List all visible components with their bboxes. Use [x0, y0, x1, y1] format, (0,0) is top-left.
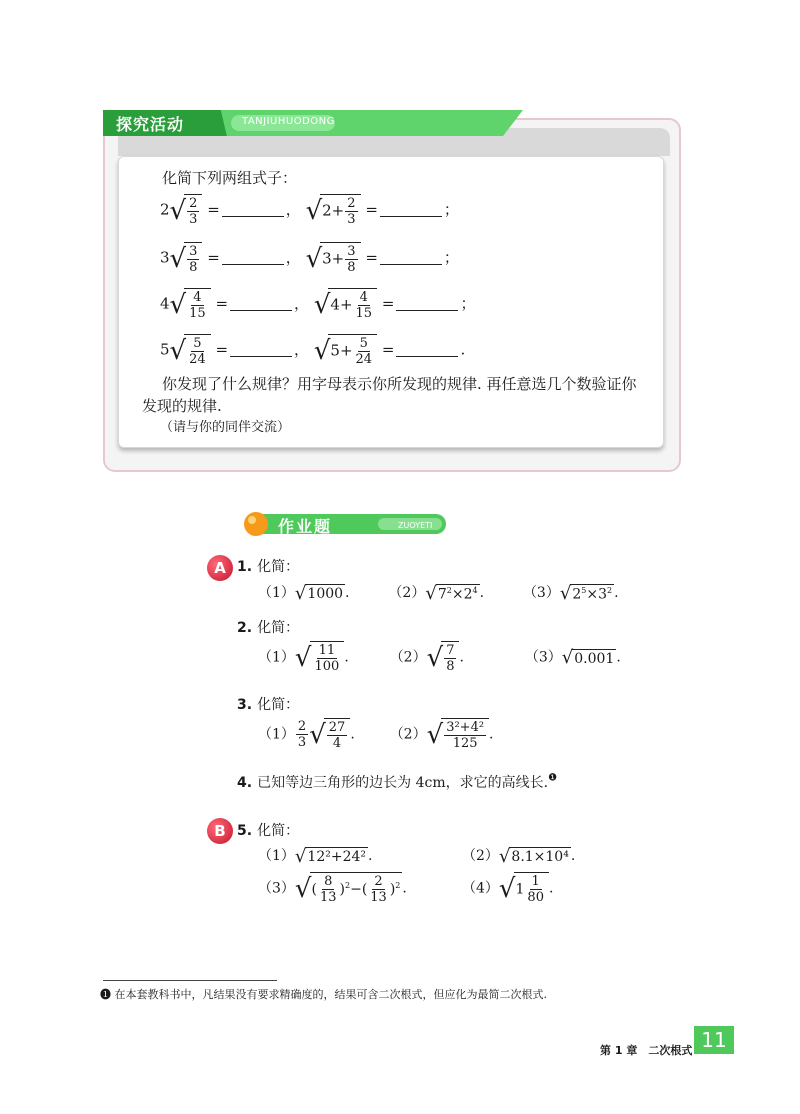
question-1-heading — [237, 556, 299, 576]
question-5-item-2 — [462, 845, 575, 867]
row-end: ； — [460, 294, 476, 313]
explore-note: （请与你的同伴交流） — [160, 420, 291, 435]
question-3-items — [258, 718, 494, 751]
part-label: （3） — [524, 649, 562, 666]
part-label: （4） — [462, 880, 499, 897]
eq: = — [365, 200, 378, 219]
question-number: 4. — [237, 775, 253, 791]
frac-num: 5 — [193, 336, 202, 351]
frac-num: 3 — [189, 244, 198, 259]
frac-num: 2 — [189, 196, 198, 211]
period: . — [345, 585, 350, 601]
base: 2 — [463, 586, 473, 603]
operator: − — [350, 881, 362, 898]
frac-den: 125 — [452, 736, 478, 751]
footnote-rule — [103, 980, 277, 981]
coef: 3 — [160, 248, 170, 267]
question-number: 1. — [237, 559, 253, 575]
explore-title: 探究活动 — [116, 115, 185, 134]
sqrt-icon: √ — [561, 647, 574, 668]
row-end: ； — [443, 248, 459, 267]
sqrt-icon: √ — [294, 845, 307, 867]
question-text: 化简： — [257, 620, 300, 636]
coef: 2 — [160, 200, 170, 219]
explore-intro: 化简下列两组式子： — [162, 169, 298, 187]
question-5-item-1 — [258, 845, 372, 867]
eq: = — [365, 248, 378, 267]
frac-num: 1 — [531, 874, 540, 889]
explore-subtitle: TANJIUHUODONG — [242, 116, 335, 127]
frac-num: 5 — [359, 336, 368, 351]
exponent: 5 — [581, 585, 587, 595]
frac-den: 24 — [355, 352, 373, 367]
sqrt-icon: √ — [305, 243, 323, 274]
part-label: （2） — [388, 585, 426, 601]
explore-question-1: 你发现了什么规律？用字母表示你所发现的规律. 再任意选几个数验证你 — [162, 375, 637, 393]
page-number: 11 — [694, 1026, 734, 1054]
question-text: 化简： — [257, 823, 300, 839]
sqrt-icon: √ — [313, 289, 331, 320]
footnote: ❶ 在本套教科书中，凡结果没有要求精确度的，结果可含二次根式，但应化为最简二次根式. — [100, 988, 547, 1001]
eq: = — [381, 340, 395, 359]
comma: ， — [294, 340, 310, 359]
eq: = — [207, 200, 220, 219]
coef: 4 — [160, 294, 170, 313]
explore-row-2 — [160, 242, 459, 275]
chapter-label: 第 1 章 二次根式 — [600, 1044, 693, 1057]
radicand: 8.1×10⁴ — [511, 849, 569, 865]
answer-blank[interactable] — [396, 296, 458, 311]
sqrt-icon: √ — [169, 335, 187, 366]
sqrt-icon: √ — [426, 642, 444, 673]
sqrt-icon: √ — [559, 582, 572, 604]
explore-row-3 — [160, 288, 475, 321]
row-end: . — [460, 340, 466, 359]
period: . — [489, 726, 494, 743]
frac-num: 4 — [193, 290, 202, 305]
frac-num: 11 — [318, 643, 336, 658]
row-end: ； — [443, 200, 459, 219]
question-text: 化简： — [257, 559, 300, 575]
frac-den: 13 — [319, 890, 337, 905]
period: . — [368, 848, 373, 864]
part-label: （1） — [258, 649, 295, 666]
frac-den: 13 — [370, 890, 387, 905]
period: . — [344, 649, 349, 666]
frac-num: 3²+4² — [446, 720, 485, 735]
frac-den: 15 — [189, 306, 206, 321]
frac-num: 8 — [324, 874, 333, 889]
question-4 — [237, 772, 557, 792]
exponent: 2 — [607, 585, 613, 595]
answer-blank[interactable] — [380, 250, 442, 265]
question-5-item-4 — [462, 872, 553, 905]
comma: ， — [294, 294, 310, 313]
eq: = — [381, 294, 395, 313]
frac-num: 3 — [347, 244, 356, 259]
question-number: 2. — [237, 620, 253, 636]
exponent: 2 — [446, 585, 452, 595]
frac-num: 2 — [374, 874, 383, 889]
operator: × — [451, 586, 464, 603]
frac-den: 8 — [347, 260, 356, 275]
comma: ， — [285, 248, 301, 267]
operator: × — [586, 586, 599, 603]
exponent: 2 — [395, 880, 401, 890]
sqrt-icon: √ — [169, 195, 187, 226]
question-3-heading — [237, 694, 299, 714]
sqrt-icon: √ — [498, 873, 516, 904]
base: 3 — [598, 586, 608, 603]
frac-den: 24 — [189, 352, 206, 367]
sqrt-icon: √ — [313, 335, 331, 366]
sqrt-icon: √ — [294, 642, 312, 673]
period: . — [570, 848, 576, 864]
sqrt-icon: √ — [294, 582, 307, 604]
question-2-items — [258, 641, 621, 674]
sqrt-icon: √ — [498, 845, 511, 867]
question-1-items — [258, 582, 619, 604]
sqrt-icon: √ — [294, 873, 312, 904]
question-2-heading — [237, 617, 299, 637]
whole: 2+ — [322, 201, 345, 220]
explore-row-4 — [160, 334, 465, 367]
frac-den: 80 — [527, 890, 544, 905]
part-label: （3） — [258, 880, 295, 897]
comma: ， — [285, 200, 301, 219]
question-5-heading — [237, 820, 299, 840]
footnote-marker[interactable]: ❶ — [548, 772, 558, 784]
frac-den: 100 — [314, 659, 340, 674]
homework-subtitle: ZUOYETI — [398, 521, 433, 530]
frac-den: 15 — [355, 306, 373, 321]
frac-num: 2 — [297, 719, 307, 734]
frac-num: 27 — [328, 720, 346, 735]
homework-title: 作业题 — [278, 517, 333, 536]
part-label: （2） — [462, 848, 499, 864]
whole: 3+ — [322, 249, 345, 268]
frac-den: 3 — [189, 212, 198, 227]
period: . — [459, 649, 464, 666]
eq: = — [207, 248, 220, 267]
sqrt-icon: √ — [426, 719, 444, 750]
sqrt-icon: √ — [425, 582, 437, 604]
radicand: 0.001 — [574, 650, 615, 667]
question-text: 化简： — [257, 697, 300, 713]
period: . — [616, 649, 621, 666]
exponent: 2 — [344, 880, 351, 890]
frac-den: 4 — [332, 736, 342, 751]
answer-blank[interactable] — [380, 202, 442, 217]
base: 7 — [437, 586, 447, 603]
part-label: （1） — [258, 726, 295, 743]
question-number: 5. — [237, 823, 253, 839]
sqrt-icon: √ — [169, 243, 187, 274]
exponent: 4 — [472, 585, 478, 595]
radicand: 12²+24² — [307, 849, 366, 865]
question-number: 3. — [237, 697, 253, 713]
part-label: （1） — [258, 848, 295, 864]
period: . — [614, 585, 619, 601]
frac-den: 8 — [189, 260, 198, 275]
answer-blank[interactable] — [222, 250, 284, 265]
question-5-item-3: （3）√( $\frac{8}{13}$ )$^2$−( $\frac{2}{13}$ )$^2$ . — [258, 873, 407, 905]
frac-den: 8 — [446, 659, 455, 674]
part-label: （3） — [522, 585, 560, 601]
part-label: （2） — [389, 726, 427, 743]
frac-den: 3 — [347, 212, 356, 227]
explore-question-2: 发现的规律. — [142, 397, 222, 415]
sqrt-icon: √ — [169, 289, 187, 320]
level-b-badge: B — [207, 818, 233, 844]
level-a-badge: A — [207, 555, 233, 581]
period: . — [402, 880, 407, 897]
answer-blank[interactable] — [222, 202, 284, 217]
sqrt-icon: √ — [309, 719, 326, 750]
radicand: 1000 — [307, 586, 344, 602]
base: 2 — [572, 586, 582, 603]
part-label: （1） — [258, 585, 295, 601]
frac-den: 3 — [297, 735, 307, 750]
sqrt-icon: √ — [305, 195, 323, 226]
frac-num: 4 — [359, 290, 368, 305]
question-text: 已知等边三角形的边长为 4cm，求它的高线长. — [257, 775, 549, 791]
period: . — [548, 880, 554, 897]
eq: = — [215, 294, 229, 313]
period: . — [479, 585, 485, 601]
frac-num: 7 — [446, 643, 455, 658]
answer-blank[interactable] — [396, 342, 458, 357]
whole: 5+ — [330, 341, 353, 360]
part-label: （2） — [389, 649, 427, 666]
explore-row-1 — [160, 194, 459, 227]
whole: 4+ — [330, 295, 353, 314]
coef: 5 — [160, 340, 170, 359]
frac-num: 2 — [347, 196, 356, 211]
period: . — [350, 726, 355, 743]
whole: 1 — [515, 881, 525, 898]
answer-blank[interactable] — [230, 342, 292, 357]
eq: = — [215, 340, 229, 359]
answer-blank[interactable] — [230, 296, 292, 311]
